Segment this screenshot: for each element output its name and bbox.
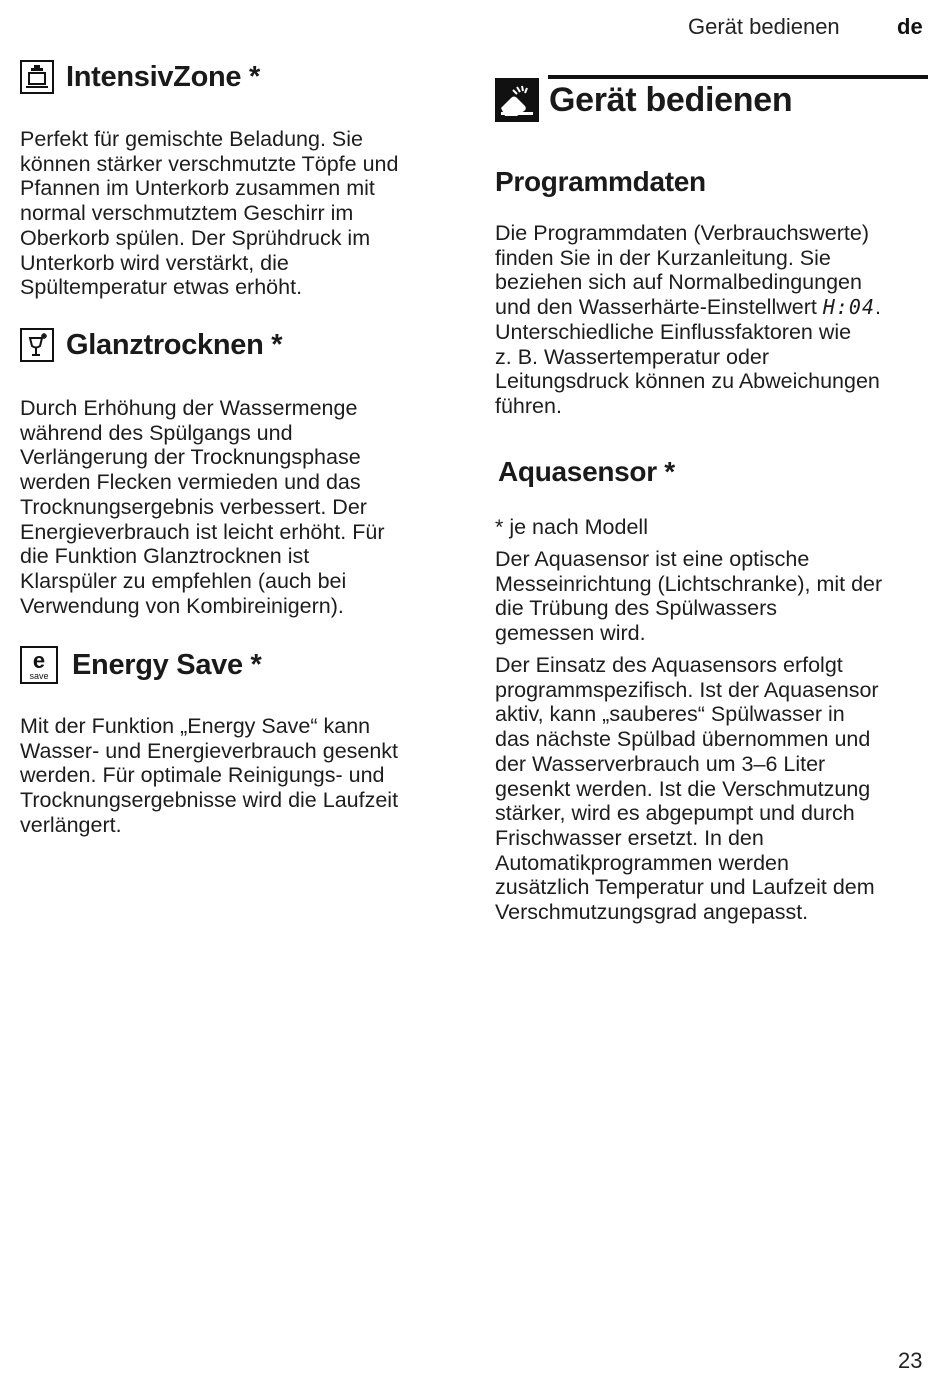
- main-section-title: Gerät bedienen: [549, 80, 793, 119]
- programmdaten-title: Programmdaten: [495, 166, 706, 197]
- programmdaten-text: [495, 221, 881, 419]
- main-section-heading: [495, 78, 792, 122]
- programmdaten-text-after: . Unterschiedliche Einflussfaktoren wie z. B. Wassertemperatur oder Leitungsdruck können zu Abweichungen führen.: [495, 295, 881, 418]
- energy-save-icon: [20, 646, 58, 684]
- intensiv-zone-heading: [20, 60, 260, 94]
- hand-operate-icon: [495, 78, 539, 122]
- glanztrocknen-heading: [20, 328, 282, 362]
- programmdaten-text-before: Die Programmdaten (Verbrauchswerte) finden Sie in der Kurzanleitung. Sie beziehen sich auf Normalbedingungen und den Wasserhärte-Einstellwert: [495, 221, 870, 320]
- energy-save-icon-letter: e: [32, 648, 46, 673]
- aquasensor-paragraph-2: Der Einsatz des Aquasensors erfolgt programmspezifisch. Ist der Aquasensor aktiv, kann „sauberes“ Spülwasser in das nächste Spülbad übernommen und der Wasserverbrauch um 3–6 Liter gesenkt werden. Ist die Verschmutzung stärker, wird es abgepumpt und durch Frischwasser ersetzt. In den Automatikprogrammen werden zusätzlich Temperatur und Laufzeit dem Verschmutzungsgrad angepasst.: [495, 653, 879, 925]
- intensiv-zone-text: Perfekt für gemischte Beladung. Sie können stärker verschmutzte Töpfe und Pfannen im Unterkorb zusammen mit normal verschmutztem Geschirr im Oberkorb spülen. Der Sprühdruck im Unterkorb wird verstärkt, die Spültemperatur etwas erhöht.: [20, 127, 399, 300]
- energy-save-icon-label: save: [29, 671, 49, 681]
- glanztrocknen-title: Glanztrocknen *: [66, 328, 283, 361]
- glass-shine-icon: [20, 328, 54, 362]
- water-hardness-code: H:04: [822, 295, 875, 320]
- aquasensor-title: Aquasensor *: [498, 456, 675, 487]
- intensive-zone-icon: [20, 60, 54, 94]
- aquasensor-paragraph-1: Der Aquasensor ist eine optische Messeinrichtung (Lichtschranke), mit der die Trübung des Spülwassers gemessen wird.: [495, 547, 883, 646]
- model-footnote: * je nach Modell: [495, 515, 648, 539]
- page-number: 23: [898, 1348, 923, 1373]
- glanztrocknen-text: Durch Erhöhung der Wassermenge während des Spülgangs und Verlängerung der Trocknungsphase werden Flecken vermieden und das Trocknungsergebnis verbessert. Der Energieverbrauch ist leicht erhöht. Für die Funktion Glanztrocknen ist Klarspüler zu empfehlen (auch bei Verwendung von Kombireinigern).: [20, 396, 385, 618]
- header-language: de: [897, 14, 923, 39]
- intensiv-zone-title: IntensivZone *: [66, 60, 260, 93]
- header-section-title: Gerät bedienen: [688, 14, 840, 39]
- energy-save-heading: [20, 646, 262, 684]
- energy-save-title: Energy Save *: [72, 648, 262, 681]
- energy-save-text: Mit der Funktion „Energy Save“ kann Wasser- und Energieverbrauch gesenkt werden. Für optimale Reinigungs- und Trocknungsergebnisse wird die Laufzeit verlängert.: [20, 714, 399, 837]
